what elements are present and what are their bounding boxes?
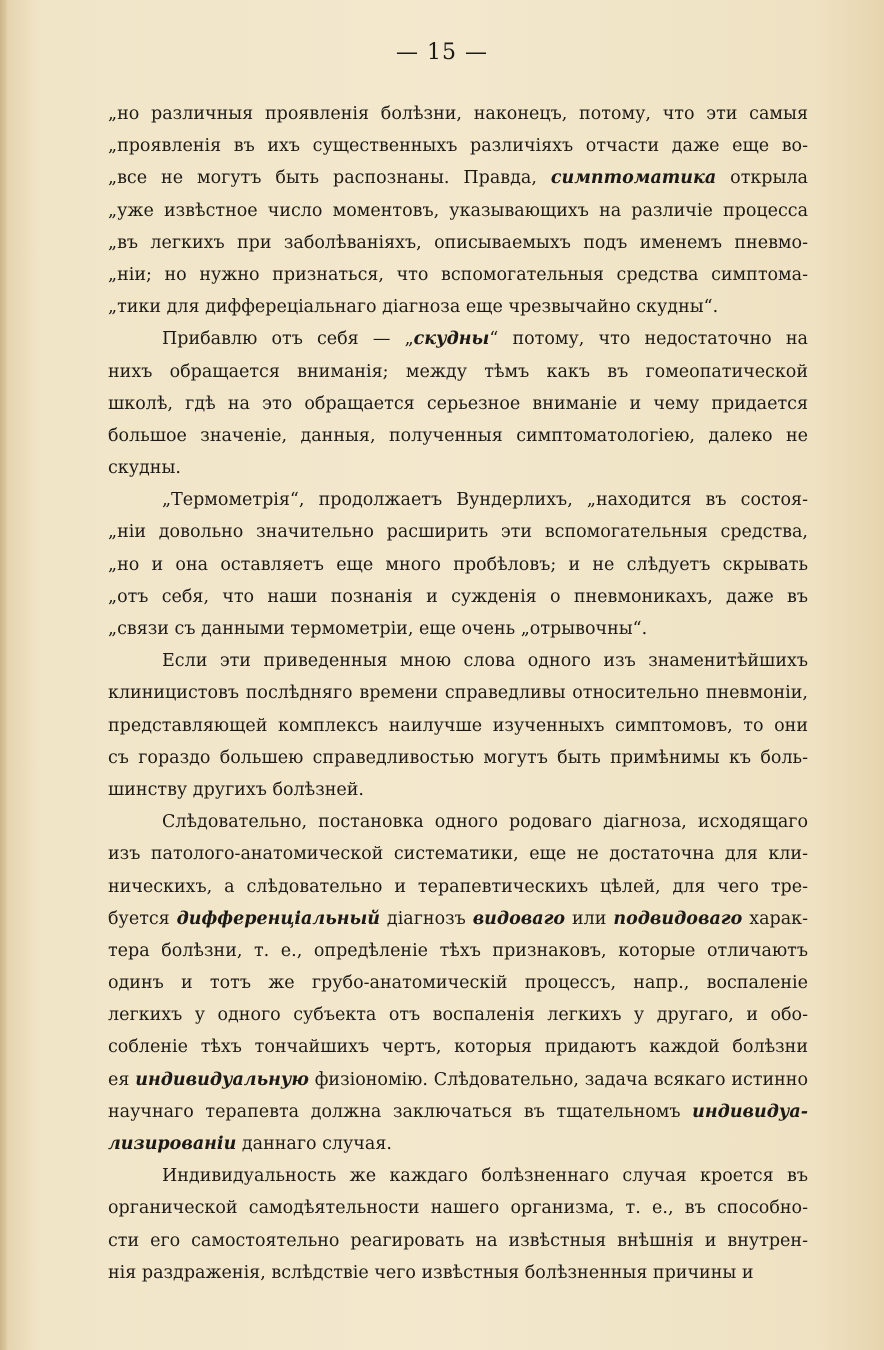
text-line [108,484,808,516]
page-edge-shadow [0,0,7,1350]
text-line [108,1128,808,1160]
text-run: легкихъ у одного субъекта отъ воспаленія легкихъ у другаго, и обо- [108,1005,808,1026]
text-line [108,967,808,999]
text-line [108,356,808,388]
text-line [108,227,808,259]
text-run: Индивидуальность же каждаго болѣзненнаго случая кроется въ [162,1166,808,1187]
emphasized-term: лизированіи [108,1134,237,1154]
text-line [108,291,808,323]
body-text [108,98,808,1289]
text-run: одинъ и тотъ же грубо-анатомическій процессъ, напр., воспаленіе [108,973,808,994]
text-run: харак- [742,908,808,929]
text-run: “ потому, что недостаточно на [489,329,808,350]
text-line [108,774,808,806]
text-run: „все не могутъ быть распознаны. Правда, [108,168,551,189]
emphasized-term: симптоматика [550,168,717,189]
text-run: нихъ обращается вниманія; между тѣмъ какъ въ гомеопатической [108,361,808,382]
text-run: собленіе тѣхъ тончайшихъ чертъ, которыя придаютъ каждой болѣзни [108,1037,808,1058]
text-line [108,549,808,581]
text-run: „Термометрія“, продолжаетъ Вундерлихъ, „находится въ состоя- [162,490,808,511]
emphasized-term: индивидуа- [692,1101,808,1122]
text-run: школѣ, гдѣ на это обращается серьезное вниманіе и чему придается [108,393,808,414]
text-line [108,1257,808,1289]
text-line [108,323,808,355]
text-run: представляющей комплексъ наилучше изученныхъ симптомовъ, то они [108,715,808,736]
text-line [108,871,808,903]
text-line [108,710,808,742]
text-run: даннаго случая. [236,1134,392,1154]
text-run: „въ легкихъ при заболѣваніяхъ, описываемыхъ подъ именемъ пневмо- [108,232,808,253]
text-line [108,259,808,291]
text-line [108,130,808,162]
text-run: „но различныя проявленія болѣзни, наконецъ, потому, что эти самыя [108,104,808,124]
text-run: изъ патолого-анатомической систематики, еще не достаточна для кли- [108,844,808,865]
text-run: сти его самостоятельно реагировать на извѣстныя внѣшнія и внутрен- [108,1230,808,1251]
text-run: „ніи довольно значительно расширить эти вспомогательныя средства, [108,522,808,543]
text-line [108,903,808,935]
text-run: „ніи; но нужно признаться, что вспомогательныя средства симптома- [108,264,808,285]
text-line [108,195,808,227]
text-line [108,742,808,774]
text-run: Если эти приведенныя мною слова одного изъ знаменитѣйшихъ [162,651,808,672]
text-line [108,935,808,967]
text-line [108,98,808,130]
text-line [108,1225,808,1257]
text-run: съ гораздо большею справедливостью могутъ быть примѣнимы къ боль- [108,747,808,768]
text-line [108,677,808,709]
text-line [108,1096,808,1128]
text-line [108,999,808,1031]
text-run: „отъ себя, что наши познанія и сужденія о пневмоникахъ, даже въ [108,586,808,607]
text-run: физіономію. Слѣдовательно, задача всякаго истинно [308,1069,808,1090]
text-run: ническихъ, а слѣдовательно и терапевтическихъ цѣлей, для чего тре- [108,876,808,897]
text-run: научнаго терапевта должна заключаться въ тщательномъ [108,1101,693,1122]
emphasized-term: видоваго [472,908,566,929]
text-line [108,516,808,548]
text-run: „но и она оставляетъ еще много пробѣловъ; и не слѣдуетъ скрывать [108,554,808,575]
text-run: ея [108,1069,136,1090]
text-line [108,1192,808,1224]
emphasized-term: дифференціальный [176,908,381,929]
text-run: „проявленія въ ихъ существенныхъ различіяхъ отчасти даже еще во- [108,136,808,157]
text-line [108,613,808,645]
emphasized-term: подвидоваго [613,908,743,929]
text-run: „уже извѣстное число моментовъ, указывающихъ на различіе процесса [108,200,808,221]
text-line [108,645,808,677]
text-run: „связи съ данными термометріи, еще очень „отрывочны“. [108,619,648,639]
text-run: большое значеніе, данныя, полученныя симптоматологіею, далеко не [108,425,808,446]
text-line [108,806,808,838]
text-line [108,1031,808,1063]
text-run: шинству другихъ болѣзней. [108,779,364,800]
text-run: буется [108,908,177,929]
emphasized-term: скудны [413,329,490,350]
text-run: Прибавлю отъ себя — „ [162,329,414,350]
text-run: діагнозъ [380,908,473,929]
text-line [108,420,808,452]
emphasized-term: индивидуальную [135,1069,309,1090]
text-line [108,581,808,613]
text-run: органической самодѣятельности нашего организма, т. е., въ способно- [108,1198,808,1219]
text-line [108,162,808,194]
text-run: Слѣдовательно, постановка одного родоваго діагноза, исходящаго [162,812,808,833]
text-run: скудны. [108,458,181,479]
text-run: открыла [716,168,808,189]
text-run: клиницистовъ послѣдняго времени справедливы относительно пневмоніи, [108,683,808,704]
page-number: — 15 — [396,40,488,65]
text-line [108,838,808,870]
text-run: тера болѣзни, т. е., опредѣленіе тѣхъ признаковъ, которые отличаютъ [108,940,808,961]
text-line [108,1064,808,1096]
text-line [108,388,808,420]
text-run: или [565,908,614,929]
text-run: „тики для диффереціальнаго діагноза еще чрезвычайно скудны“. [108,297,719,318]
text-line [108,1160,808,1192]
text-line [108,452,808,484]
text-run: нія раздраженія, вслѣдствіе чего извѣстныя болѣзненныя причины и [108,1262,754,1283]
